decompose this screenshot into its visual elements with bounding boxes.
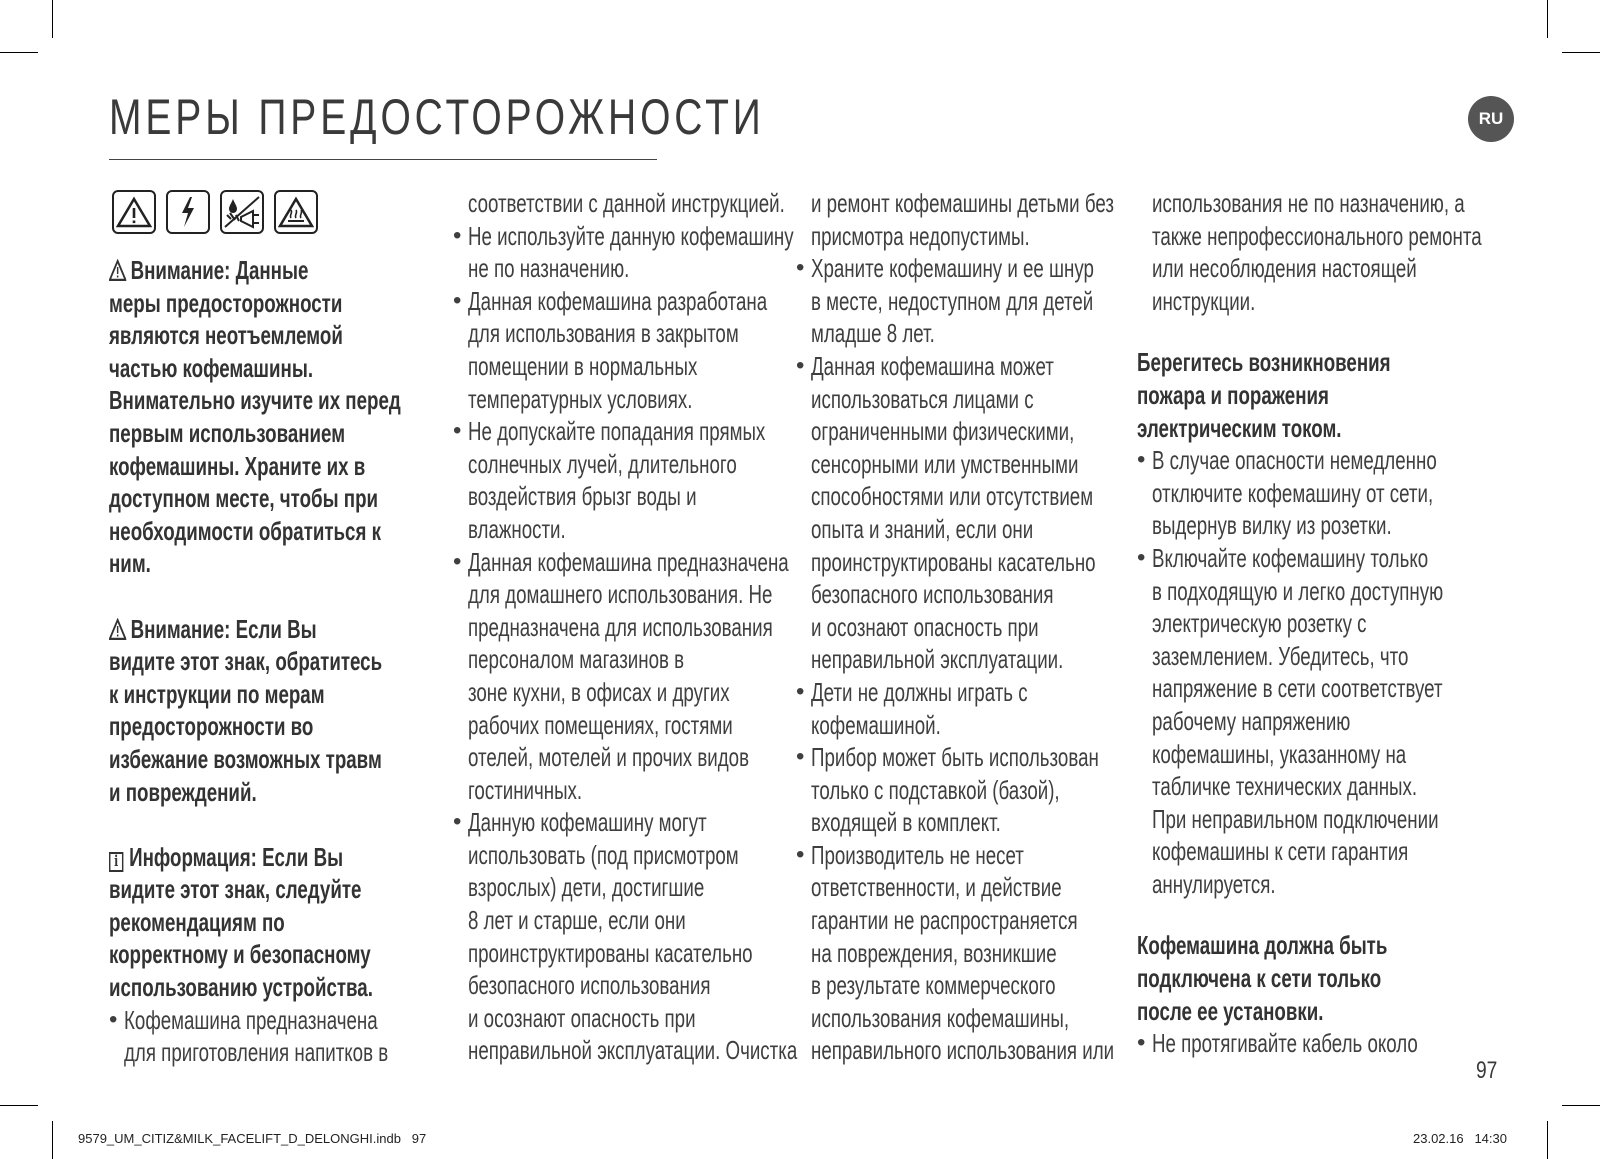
column-3: [796, 187, 1126, 1067]
safety-icons-row: [112, 190, 332, 238]
continued-text: и ремонт кофемашины детьми без присмотра недопустимы.: [811, 188, 1114, 251]
warning-notice-1: Внимание: Данные меры предосторожности являются неотъемлемой частью кофемашины. Внимательно изучите их перед первым использованием кофемашины. Храните их в доступном месте, чтобы при необходимости обратиться к ним.: [109, 255, 401, 579]
footer-datetime: 23.02.16 14:30: [1413, 1131, 1507, 1146]
footer-filename: 9579_UM_CITIZ&MILK_FACELIFT_D_DELONGHI.indb 97: [78, 1131, 427, 1146]
list-item: • Не допускайте попадания прямых солнечных лучей, длительного воздействия брызг воды и влажности.: [453, 416, 766, 544]
crop-mark: [1547, 1121, 1548, 1159]
list-item: • В случае опасности немедленно отключите кофемашину от сети, выдернув вилку из розетки.: [1137, 445, 1437, 541]
continued-text: использования не по назначению, а также непрофессионального ремонта или несоблюдения настоящей инструкции.: [1152, 188, 1482, 316]
electric-shock-icon: [166, 190, 210, 234]
warning-triangle-icon: [109, 259, 126, 281]
title-underline: [109, 159, 657, 160]
page-title: МЕРЫ ПРЕДОСТОРОЖНОСТИ: [109, 89, 765, 145]
info-notice: i Информация: Если Вы видите этот знак, следуйте рекомендациям по корректному и безопасному использованию устройства.: [109, 841, 373, 1003]
list-item: • Производитель не несет ответственности, и действие гарантии не распространяется на повреждения, возникшие в результате коммерческого использования кофемашины, неправильного использования или: [796, 839, 1115, 1066]
list-item: • Данная кофемашина предназначена для домашнего использования. Не предназначена для использования персоналом магазинов в зоне кухни, в офисах и других рабочих помещениях, гостями отелей, мотелей и прочих видов гостиничных.: [453, 546, 789, 805]
page-number: 97: [1476, 1057, 1498, 1084]
list-item: • Данную кофемашину могут использовать (под присмотром взрослых) дети, достигшие 8 лет и старше, если они проинструктированы касательно безопасного использования и осознают опасность при неправильной эксплуатации. Очистка: [453, 807, 798, 1066]
column-4: [1137, 187, 1482, 1060]
continued-text: соответствии с данной инструкцией.: [468, 188, 785, 218]
crop-mark: [1562, 52, 1600, 53]
crop-mark: [0, 1105, 38, 1106]
list-item: • Данная кофемашина может использоваться лицами с ограниченными физическими, сенсорными или умственными способностями или отсутствием опыта и знаний, если они проинструктированы касательно безопасного использования и осознают опасность при неправильной эксплуатации.: [796, 350, 1096, 675]
info-icon: i: [109, 852, 123, 872]
water-splash-icon: [220, 190, 264, 234]
list-item: • Дети не должны играть с кофемашиной.: [796, 676, 1028, 740]
warning-triangle-icon: [109, 618, 126, 640]
crop-mark: [1562, 1105, 1600, 1106]
section-heading-connection: Кофемашина должна быть подключена к сети только после ее установки.: [1137, 930, 1388, 1026]
column-1: [109, 254, 439, 1069]
crop-mark: [52, 1121, 53, 1159]
warning-notice-2: Внимание: Если Вы видите этот знак, обратитесь к инструкции по мерам предосторожности во избежание возможных травм и повреждений.: [109, 613, 383, 807]
list-item: • Не используйте данную кофемашину не по назначению.: [453, 220, 794, 284]
language-badge: RU: [1468, 96, 1514, 142]
column-2: [453, 187, 798, 1067]
list-item: • Храните кофемашину и ее шнур в месте, недоступном для детей младше 8 лет.: [796, 253, 1094, 349]
warning-triangle-icon: [112, 190, 156, 234]
list-item: • Прибор может быть использован только с подставкой (базой), входящей в комплект.: [796, 742, 1099, 838]
crop-mark: [1547, 0, 1548, 38]
section-heading-fire: Берегитесь возникновения пожара и поражения электрическим током.: [1137, 347, 1391, 443]
list-item: • Данная кофемашина разработана для использования в закрытом помещении в нормальных температурных условиях.: [453, 285, 768, 414]
list-item: • Кофемашина предназначена для приготовления напитков в: [109, 1004, 389, 1068]
crop-mark: [0, 52, 38, 53]
hot-surface-icon: [274, 190, 318, 234]
list-item: • Не протягивайте кабель около: [1137, 1028, 1418, 1059]
list-item: • Включайте кофемашину только в подходящую и легко доступную электрическую розетку с заземлением. Убедитесь, что напряжение в сети соответствует рабочему напряжению кофемашины, указанному на табличке технических данных. При неправильном подключении кофемашины к сети гарантия аннулируется.: [1137, 542, 1444, 899]
crop-mark: [52, 0, 53, 38]
